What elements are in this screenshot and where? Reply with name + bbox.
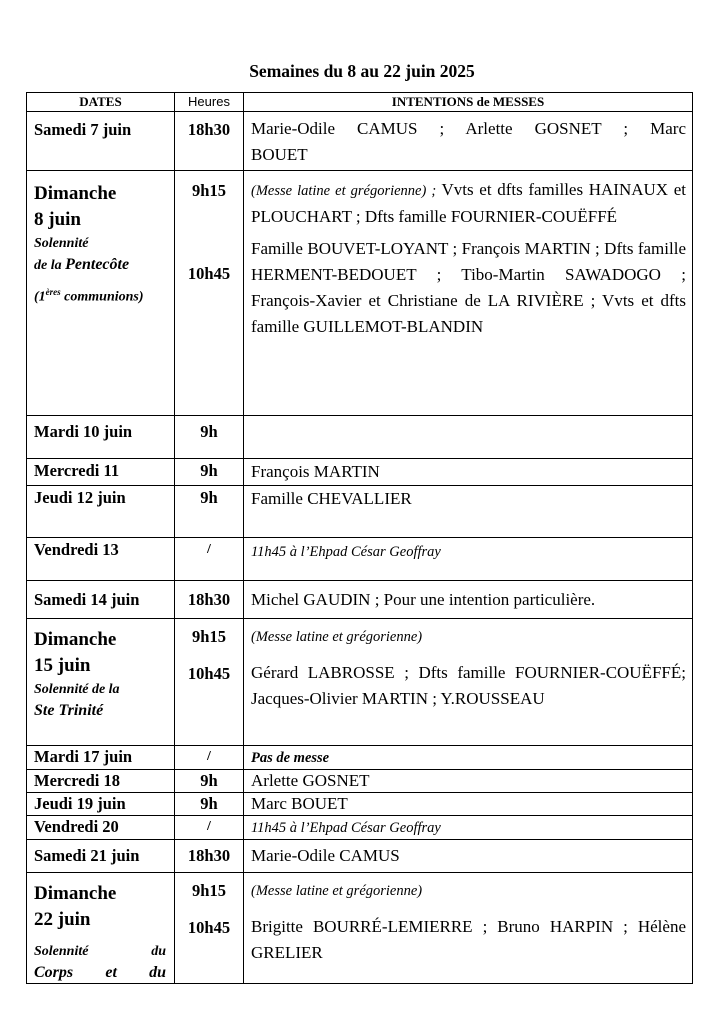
intention-1: (Messe latine et grégorienne) <box>251 883 423 899</box>
intention-cell <box>244 816 693 840</box>
note-sup: ères <box>45 287 61 297</box>
note-post: communions) <box>60 289 144 305</box>
time-1: 9h15 <box>192 627 226 646</box>
intention-1 <box>251 177 686 230</box>
date-cell <box>27 873 175 984</box>
time-2: 10h45 <box>187 264 231 283</box>
table-row <box>27 770 693 793</box>
date-cell: Jeudi 19 juin <box>27 793 175 816</box>
header-dates: DATES <box>27 93 175 112</box>
table-header-row <box>27 93 693 112</box>
date-cell: Mardi 17 juin <box>27 746 175 770</box>
intention-cell <box>244 873 693 984</box>
date-cell: Samedi 7 juin <box>27 112 175 171</box>
time-cell: 9h <box>175 486 244 538</box>
time-1: 9h15 <box>192 181 226 200</box>
time-cell: / <box>175 746 244 770</box>
intention-1-italic: (Messe latine et grégorienne) ; <box>251 183 437 199</box>
intention-cell: François MARTIN <box>244 459 693 486</box>
time-cell: 9h <box>175 416 244 459</box>
date-cell <box>27 171 175 416</box>
intention-cell <box>244 619 693 746</box>
intention-2: Gérard LABROSSE ; Dfts famille FOURNIER-COUËFFÉ; Jacques-Olivier MARTIN ; Y.ROUSSEAU <box>251 663 686 708</box>
time-1: 9h15 <box>192 881 226 900</box>
date-cell: Samedi 21 juin <box>27 840 175 873</box>
time-cell: 18h30 <box>175 840 244 873</box>
time-cell: / <box>175 538 244 581</box>
feast-prefix: de la <box>34 258 66 273</box>
table-row <box>27 459 693 486</box>
feast-name: Ste Trinité <box>34 702 104 719</box>
date-day: Dimanche <box>34 629 117 650</box>
note-pre: (1 <box>34 289 46 305</box>
intention-cell: Famille CHEVALLIER <box>244 486 693 538</box>
table-row <box>27 581 693 619</box>
date-cell <box>27 619 175 746</box>
table-row <box>27 840 693 873</box>
time-cell <box>175 619 244 746</box>
date-cell: Vendredi 13 <box>27 538 175 581</box>
time-cell: / <box>175 816 244 840</box>
intention-cell <box>244 416 693 459</box>
table-row <box>27 793 693 816</box>
feast-label: Solennité du <box>34 944 166 959</box>
date-number: 8 juin <box>34 209 81 230</box>
time-cell: 18h30 <box>175 581 244 619</box>
header-heures: Heures <box>175 93 244 112</box>
intention-text-cont: BOUET <box>251 145 308 164</box>
table-row <box>27 486 693 538</box>
time-cell: 9h <box>175 793 244 816</box>
time-2: 10h45 <box>187 664 231 683</box>
time-cell: 9h <box>175 770 244 793</box>
date-cell: Samedi 14 juin <box>27 581 175 619</box>
page-title: Semaines du 8 au 22 juin 2025 <box>249 61 475 81</box>
feast-pentecote: Pentecôte <box>65 256 130 273</box>
feast-name: Corps et du <box>34 964 166 981</box>
intention-2: Famille BOUVET-LOYANT ; François MARTIN ; Dfts famille HERMENT-BEDOUET ; Tibo-Martin SAWADOGO ; François-Xavier et Christiane de LA RIVIÈRE ; Vvts et dfts famille GUILLEMOT-BLANDIN <box>251 239 686 336</box>
date-number: 15 juin <box>34 655 91 676</box>
intention-cell <box>244 112 693 171</box>
date-number: 22 juin <box>34 909 91 930</box>
date-cell: Mardi 10 juin <box>27 416 175 459</box>
intention-text: 11h45 à l’Ehpad César Geoffray <box>251 544 441 560</box>
time-cell: 9h <box>175 459 244 486</box>
feast-name <box>34 254 174 276</box>
header-intentions: INTENTIONS de MESSES <box>244 93 693 112</box>
intention-cell <box>244 171 693 416</box>
time-cell <box>175 873 244 984</box>
intention-cell <box>244 538 693 581</box>
intention-2: Brigitte BOURRÉ-LEMIERRE ; Bruno HARPIN ; Hélène GRELIER <box>251 917 686 962</box>
intention-cell: Marc BOUET <box>244 793 693 816</box>
date-day: Dimanche <box>34 883 117 904</box>
intention-text: Pas de messe <box>251 750 330 766</box>
time-cell <box>175 171 244 416</box>
time-cell: 18h30 <box>175 112 244 171</box>
table-row <box>27 873 693 984</box>
intention-cell: Arlette GOSNET <box>244 770 693 793</box>
table-row <box>27 416 693 459</box>
table-row <box>27 619 693 746</box>
feast-label: Solennité <box>34 236 89 251</box>
table-row <box>27 538 693 581</box>
feast-label: Solennité de la <box>34 682 120 697</box>
intention-cell: Marie-Odile CAMUS <box>244 840 693 873</box>
intention-cell <box>244 746 693 770</box>
intention-text: 11h45 à l’Ehpad César Geoffray <box>251 820 441 836</box>
intention-1-text: Vvts et dfts familles HAINAUX et PLOUCHART ; Dfts famille FOURNIER-COUËFFÉ <box>251 180 686 226</box>
intention-text: Marie-Odile CAMUS ; Arlette GOSNET ; Marc <box>251 119 686 138</box>
intention-1: (Messe latine et grégorienne) <box>251 629 423 645</box>
feast-note <box>34 282 174 308</box>
table-row <box>27 816 693 840</box>
mass-intentions-table <box>26 92 693 984</box>
table-row <box>27 171 693 416</box>
date-cell: Mercredi 11 <box>27 459 175 486</box>
date-day: Dimanche <box>34 183 117 204</box>
intention-cell: Michel GAUDIN ; Pour une intention particulière. <box>244 581 693 619</box>
table-row <box>27 112 693 171</box>
table-row <box>27 746 693 770</box>
date-cell: Vendredi 20 <box>27 816 175 840</box>
time-2: 10h45 <box>187 918 231 937</box>
date-cell: Jeudi 12 juin <box>27 486 175 538</box>
date-cell: Mercredi 18 <box>27 770 175 793</box>
